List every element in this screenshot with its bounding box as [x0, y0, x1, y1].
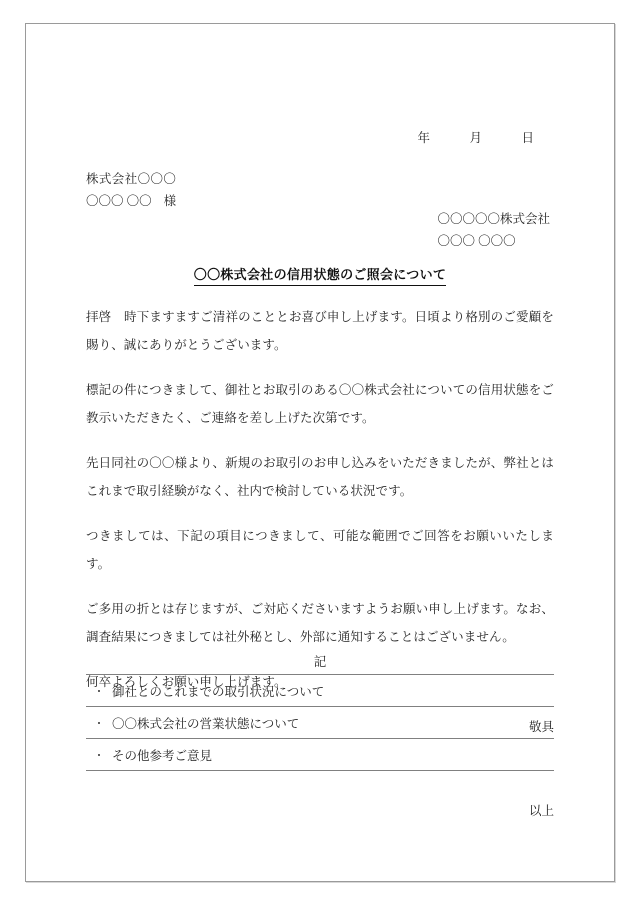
list-item	[86, 707, 554, 739]
body-paragraph-6: 何卒よろしくお願い申し上げます。	[86, 675, 287, 689]
memo-item-text: その他参考ご意見	[112, 748, 213, 763]
date-year-label: 年	[417, 131, 431, 145]
list-item	[86, 675, 554, 707]
closing-word: 敬具	[528, 720, 554, 734]
body-paragraph-2: 標記の件につきまして、御社とお取引のある〇〇株式会社についての信用状態をご教示いただきたく、ご連絡を差し上げた次第です。	[86, 383, 554, 425]
bullet-icon: ・	[93, 749, 105, 762]
memo-list	[86, 674, 554, 771]
document-page	[25, 23, 615, 882]
recipient-honorific: 様	[163, 194, 177, 208]
page-title	[86, 264, 554, 286]
memo-section	[86, 652, 554, 819]
memo-item-text: 御社とのこれまでの取引状況について	[112, 684, 325, 699]
body-paragraph-1: 拝啓 時下ますますご清祥のこととお喜び申し上げます。日頃より格別のご愛顧を賜り、誠にありがとうございます。	[86, 310, 554, 352]
body-paragraph-3: 先日同社の〇〇様より、新規のお取引のお申し込みをいただきましたが、弊社とはこれまで取引経験がなく、社内で検討している状況です。	[86, 456, 554, 498]
recipient-person: 〇〇〇 〇〇	[86, 194, 152, 208]
date-month-label: 月	[469, 131, 483, 145]
memo-footer: 以上	[528, 804, 554, 818]
sender-block	[437, 208, 550, 252]
bullet-icon: ・	[93, 685, 105, 698]
sender-company: 〇〇〇〇〇株式会社	[437, 212, 550, 226]
list-item	[86, 739, 554, 771]
body-paragraph-4: つきましては、下記の項目につきまして、可能な範囲でご回答をお願いいたします。	[86, 529, 554, 571]
page-title-text: 〇〇株式会社の信用状態のご照会について	[194, 264, 446, 286]
bullet-icon: ・	[93, 717, 105, 730]
recipient-person-line	[86, 190, 176, 212]
body-paragraph-5: ご多用の折とは存じますが、ご対応くださいますようお願い申し上げます。なお、調査結果につきましては社外秘とし、外部に通知することはございません。	[86, 602, 554, 644]
sender-person: 〇〇〇 〇〇〇	[437, 234, 516, 248]
recipient-company: 株式会社〇〇〇	[86, 172, 177, 186]
memo-heading: 記	[313, 655, 327, 669]
recipient-block	[86, 168, 176, 212]
date-line	[354, 128, 554, 146]
memo-item-text: 〇〇株式会社の営業状態について	[112, 716, 300, 731]
date-day-label: 日	[521, 131, 535, 145]
document-content-area	[86, 24, 554, 881]
